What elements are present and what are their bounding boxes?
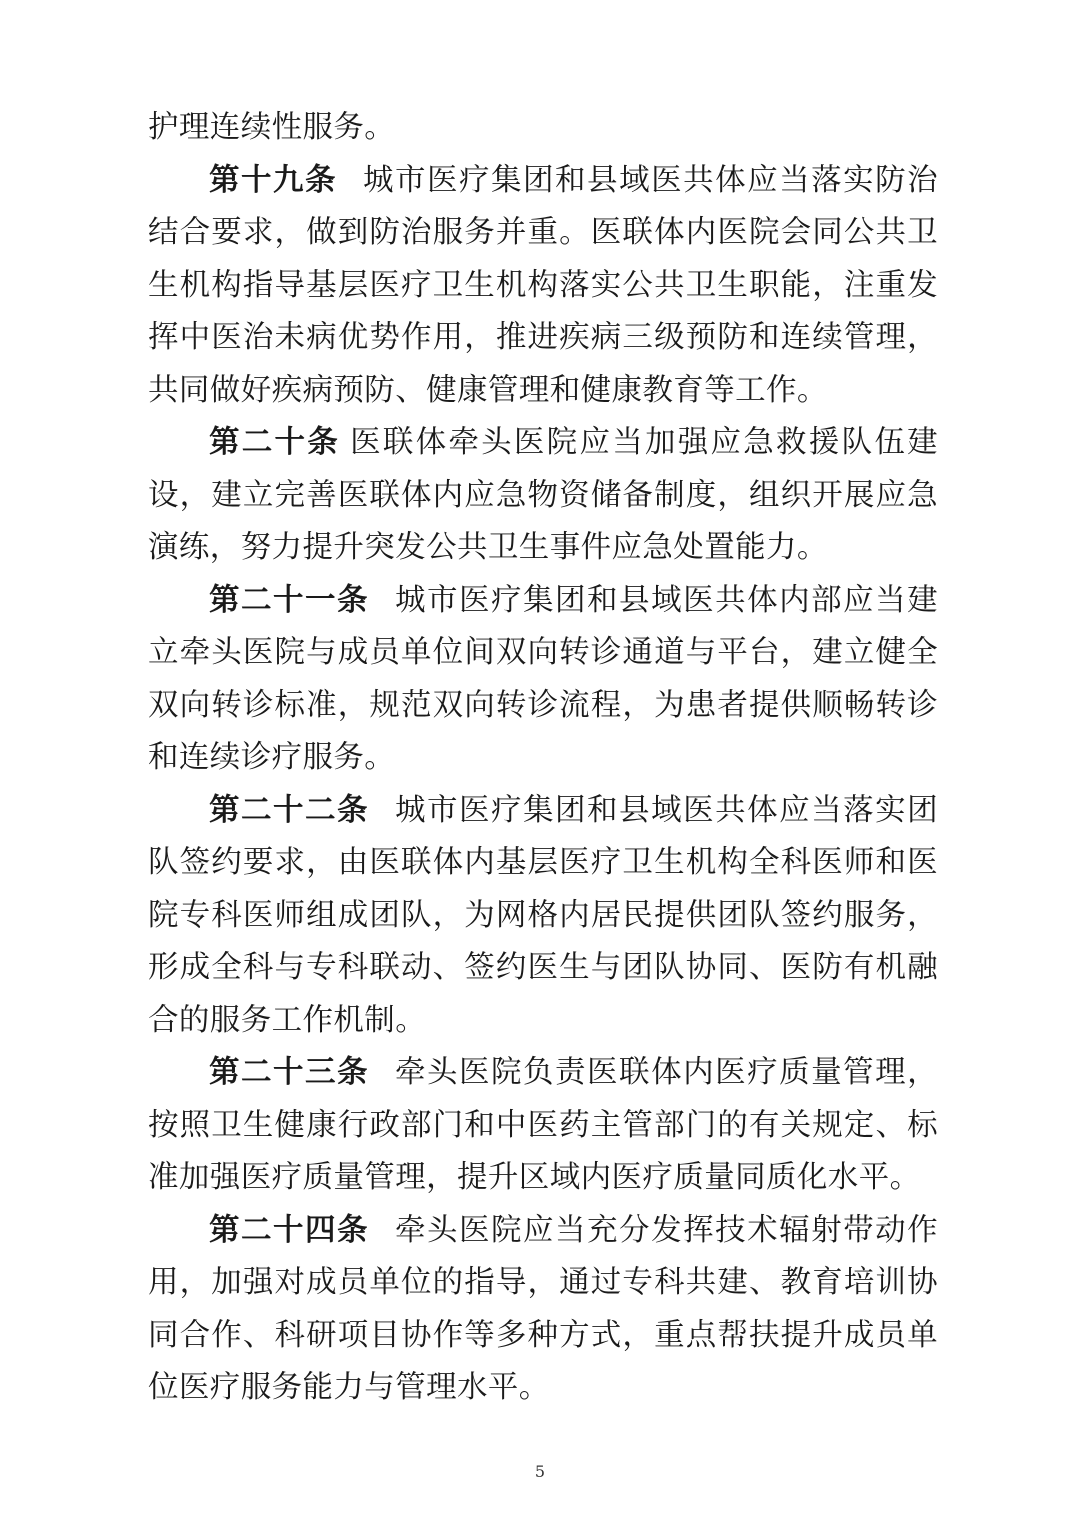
article-number: 第十九条 [209,162,338,198]
article-text: 牵头医院应当充分发挥技术辐射带动作用，加强对成员单位的指导，通过专科共建、教育培训协同合作、科研项目协作等多种方式，重点帮扶提升成员单位医疗服务能力与管理水平。 [148,1212,938,1405]
document-body [148,102,938,1415]
article-number: 第二十三条 [209,1055,370,1090]
article-22 [148,785,938,1048]
continuation-text: 护理连续性服务。 [148,110,396,145]
article-number: 第二十一条 [209,582,370,618]
page-number: 5 [534,1462,546,1481]
article-text: 牵头医院负责医联体内医疗质量管理，按照卫生健康行政部门和中医药主管部门的有关规定、标准加强医疗质量管理，提升区域内医疗质量同质化水平。 [148,1055,938,1195]
continuation-paragraph [148,102,938,155]
article-24 [148,1205,938,1415]
article-text: 城市医疗集团和县域医共体内部应当建立牵头医院与成员单位间双向转诊通道与平台，建立健全双向转诊标准，规范双向转诊流程，为患者提供顺畅转诊和连续诊疗服务。 [148,582,938,775]
article-number: 第二十四条 [209,1212,370,1248]
article-23 [148,1047,938,1205]
article-text: 城市医疗集团和县域医共体应当落实防治结合要求，做到防治服务并重。医联体内医院会同公共卫生机构指导基层医疗卫生机构落实公共卫生职能，注重发挥中医治未病优势作用，推进疾病三级预防和连续管理，共同做好疾病预防、健康管理和健康教育等工作。 [148,162,939,408]
article-21 [148,575,938,785]
article-19 [148,155,938,418]
article-text: 医联体牵头医院应当加强应急救援队伍建设，建立完善医联体内应急物资储备制度，组织开展应急演练，努力提升突发公共卫生事件应急处置能力。 [148,425,939,565]
article-number: 第二十二条 [209,792,370,828]
article-20 [148,417,938,575]
article-number: 第二十条 [209,425,341,460]
article-text: 城市医疗集团和县域医共体应当落实团队签约要求，由医联体内基层医疗卫生机构全科医师和医院专科医师组成团队，为网格内居民提供团队签约服务，形成全科与专科联动、签约医生与团队协同、医防有机融合的服务工作机制。 [148,792,938,1038]
